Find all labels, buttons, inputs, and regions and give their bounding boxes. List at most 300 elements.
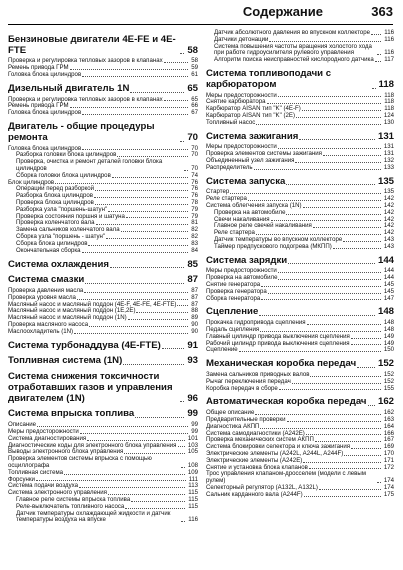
- item-title: Головка блока цилиндров: [8, 109, 82, 117]
- dot-leader: [295, 162, 380, 163]
- dot-leader: [164, 62, 189, 63]
- dot-leader: [351, 344, 381, 345]
- page-ref: 144: [377, 254, 394, 266]
- toc-item[interactable]: [8, 511, 198, 525]
- page-ref: 108: [187, 461, 198, 469]
- dot-leader: [80, 433, 188, 434]
- item-title: Проверка давления масла: [8, 287, 84, 295]
- item-title: Трос управления клапаном-дросселем (модели с левым рулем): [206, 470, 366, 485]
- section-title: Бензиновые двигатели 4E-FE и 4E-FTE: [8, 34, 176, 56]
- dot-leader: [286, 184, 375, 185]
- dot-leader: [177, 305, 188, 306]
- dot-leader: [162, 348, 185, 349]
- dot-leader: [95, 204, 188, 205]
- dot-leader: [368, 405, 375, 406]
- page-ref: 109: [187, 468, 198, 476]
- toc-item[interactable]: [206, 244, 394, 251]
- page-ref: 135: [383, 188, 394, 196]
- dot-leader: [260, 331, 381, 332]
- dot-leader: [96, 224, 189, 225]
- page-ref: 103: [187, 441, 198, 449]
- dot-leader: [306, 434, 381, 435]
- page-ref: 115: [188, 502, 198, 510]
- item-title: Головка блока цилиндров: [8, 71, 82, 79]
- page-ref: 142: [383, 229, 394, 237]
- dot-leader: [136, 312, 188, 313]
- item-title: Меры предосторожности: [206, 267, 277, 275]
- dot-leader: [333, 248, 381, 249]
- page-ref: 118: [384, 105, 394, 113]
- dot-leader: [261, 286, 381, 287]
- page-ref: 99: [191, 421, 198, 429]
- dot-leader: [267, 103, 382, 104]
- toc-section[interactable]: [8, 372, 198, 404]
- item-title: Система облегчения запуска (1N): [206, 201, 302, 209]
- page-ref: 171: [383, 456, 394, 464]
- page-ref: 150: [383, 346, 394, 354]
- page-ref: 99: [187, 408, 198, 420]
- item-title: Реле-выключатель топливного насоса: [16, 502, 125, 510]
- item-title: Замена сальников коленчатого вала: [16, 226, 120, 234]
- dot-leader: [254, 169, 381, 170]
- dot-leader: [261, 299, 381, 300]
- toc-item[interactable]: [8, 110, 198, 117]
- page-ref: 115: [188, 496, 198, 504]
- page-ref: 76: [191, 178, 198, 186]
- dot-leader: [302, 110, 382, 111]
- dot-leader: [260, 428, 380, 429]
- toc-item[interactable]: [8, 159, 198, 173]
- dot-leader: [255, 414, 380, 415]
- toc-section[interactable]: [8, 341, 198, 352]
- item-title: Окончательная сборка: [16, 246, 81, 254]
- dot-leader: [310, 376, 380, 377]
- dot-leader: [375, 61, 382, 62]
- toc-section[interactable]: [8, 35, 198, 56]
- toc-section[interactable]: [206, 397, 394, 408]
- item-title: Блок цилиндров: [8, 178, 55, 186]
- page-ref: 169: [383, 443, 394, 451]
- page-ref: 144: [383, 274, 394, 282]
- page-ref: 67: [191, 109, 198, 117]
- page-ref: 116: [384, 35, 394, 43]
- dot-leader: [256, 124, 381, 125]
- item-title: Общее описание: [206, 409, 255, 417]
- dot-leader: [108, 211, 188, 212]
- item-title: Таймер предпускового подогрева (МКПП): [214, 242, 332, 250]
- section-title: Сцепление: [206, 306, 259, 318]
- dot-leader: [319, 489, 381, 490]
- page-ref: 116: [384, 29, 394, 36]
- dot-leader: [64, 474, 185, 475]
- item-title: Проверка механических систем АКПП: [206, 436, 314, 444]
- page-ref: 99: [191, 427, 198, 435]
- item-title: Сборка блока цилиндров: [16, 239, 88, 247]
- section-title: Система топливоподачи с карбюратором: [206, 68, 332, 90]
- item-title: Система электронного управления: [8, 489, 107, 497]
- page-ref: 148: [377, 306, 394, 318]
- page-ref: 93: [187, 355, 198, 367]
- page-number: 363: [371, 4, 393, 19]
- dot-leader: [271, 220, 381, 221]
- item-title: Топливный насос: [206, 118, 256, 126]
- page-ref: 87: [191, 293, 198, 301]
- dot-leader: [286, 214, 380, 215]
- dot-leader: [112, 177, 188, 178]
- page-ref: 83: [191, 239, 198, 247]
- page-ref: 163: [383, 415, 394, 423]
- page-header: [8, 2, 393, 25]
- page-ref: 87: [191, 287, 198, 295]
- page-ref: 152: [383, 377, 394, 385]
- page-ref: 70: [187, 131, 198, 143]
- item-title: Объединенный узел зажигания: [206, 156, 295, 164]
- dot-leader: [123, 364, 184, 365]
- page-title: Содержание: [242, 4, 323, 19]
- dot-leader: [70, 69, 189, 70]
- dot-leader: [95, 190, 188, 191]
- item-title: Стартер: [206, 188, 230, 196]
- page-ref: 133: [383, 163, 394, 171]
- page-ref: 131: [383, 143, 394, 151]
- item-title: Головка блока цилиндров: [8, 144, 82, 152]
- page-ref: 131: [377, 130, 394, 142]
- section-title: Система турбонаддува (4E-FTE): [8, 339, 161, 351]
- item-title: Ремень привода ГРМ: [8, 102, 69, 110]
- dot-leader: [268, 293, 381, 294]
- toc-right-column: [206, 30, 394, 499]
- item-title: Проверка генератора: [206, 287, 267, 295]
- toc-section[interactable]: [8, 260, 198, 271]
- item-title: Сцепление: [206, 346, 238, 354]
- toc-item[interactable]: [8, 248, 198, 255]
- toc-item[interactable]: [206, 296, 394, 303]
- dot-leader: [377, 482, 381, 483]
- dot-leader: [269, 41, 381, 42]
- dot-leader: [323, 155, 381, 156]
- toc-section[interactable]: [206, 359, 394, 370]
- item-title: Проверка на автомобиле: [214, 208, 286, 216]
- item-title: Проверка уровня масла: [8, 293, 76, 301]
- toc-section[interactable]: [8, 275, 198, 286]
- dot-leader: [110, 267, 184, 268]
- item-title: Проверка элементов системы зажигания: [206, 150, 322, 158]
- item-title: Диагностика АКПП: [206, 422, 260, 430]
- page-ref: 143: [383, 236, 394, 243]
- dot-leader: [87, 440, 185, 441]
- item-title: Электрические элементы (A242E): [206, 456, 303, 464]
- page-ref: 101: [187, 434, 198, 442]
- toc-section[interactable]: [206, 256, 394, 267]
- dot-leader: [125, 508, 185, 509]
- page-ref: 175: [383, 490, 394, 498]
- page-ref: 84: [191, 246, 198, 254]
- item-title: Меры предосторожности: [206, 143, 277, 151]
- dot-leader: [126, 217, 188, 218]
- page-ref: 70: [191, 144, 198, 152]
- section-title: Механическая коробка передач: [206, 358, 357, 370]
- toc-item[interactable]: [206, 44, 394, 58]
- page-ref: 113: [188, 482, 198, 490]
- page-ref: 131: [383, 150, 394, 158]
- page-ref: 82: [191, 226, 198, 234]
- item-title: Сборка узла "поршень - шатун": [16, 233, 106, 241]
- toc-item[interactable]: [206, 471, 394, 485]
- item-title: Масляный насос и масляный поддон (1E,2E): [8, 307, 136, 315]
- page-ref: 88: [191, 307, 198, 315]
- item-title: Снятие и установка блока клапанов: [206, 463, 308, 471]
- toc-item[interactable]: [8, 456, 198, 470]
- page-ref: 167: [383, 436, 394, 444]
- page-ref: 79: [191, 205, 198, 213]
- page-ref: 162: [383, 409, 394, 417]
- toc-item[interactable]: [206, 347, 394, 354]
- section-title: Дизельный двигатель 1N: [8, 82, 130, 94]
- toc-section[interactable]: [206, 307, 394, 318]
- page-ref: 70: [191, 164, 198, 172]
- item-title: Рабочий цилиндр привода выключения сцепления: [206, 339, 350, 347]
- dot-leader: [181, 467, 185, 468]
- page-ref: 65: [187, 82, 198, 94]
- page-ref: 74: [191, 171, 198, 179]
- toc-section[interactable]: [8, 122, 198, 143]
- item-title: Топливная система: [8, 468, 64, 476]
- item-title: Описание: [8, 421, 37, 429]
- dot-leader: [292, 383, 381, 384]
- item-title: Выводы электронного блока управления: [8, 448, 124, 456]
- page-ref: 115: [188, 489, 198, 497]
- dot-leader: [130, 92, 184, 93]
- page-ref: 142: [383, 201, 394, 209]
- page-ref: 170: [383, 450, 394, 457]
- page-ref: 90: [191, 321, 198, 329]
- item-title: Реле стартера: [206, 195, 247, 203]
- section-title: Система впрыска топлива: [8, 408, 135, 420]
- item-title: Главное реле свечей накаливания: [214, 222, 312, 230]
- item-title: Проверка на автомобиле: [206, 274, 278, 282]
- item-title: Проверка блока цилиндров: [16, 199, 94, 207]
- item-title: Разборка узла "поршень-шатун": [16, 205, 108, 213]
- dot-leader: [296, 117, 381, 118]
- item-title: Замена сальников приводных валов: [206, 370, 310, 378]
- item-title: Проверка и регулировка тепловых зазоров в клапанах: [8, 95, 163, 103]
- item-title: Масляный насос и масляный поддон (4E-F, 4E-FE, 4E-FTE): [8, 300, 177, 308]
- page-ref: 145: [383, 287, 394, 295]
- page-ref: 130: [383, 118, 394, 126]
- item-title: Рычаг переключения передач: [206, 377, 291, 385]
- dot-leader: [178, 446, 185, 447]
- toc-item[interactable]: [206, 120, 394, 127]
- dot-leader: [278, 272, 381, 273]
- dot-leader: [85, 283, 184, 284]
- page-ref: 76: [191, 185, 198, 193]
- dot-leader: [131, 501, 185, 502]
- dot-leader: [88, 245, 188, 246]
- toc-item[interactable]: [206, 492, 394, 499]
- toc-section[interactable]: [206, 177, 394, 188]
- dot-leader: [357, 367, 375, 368]
- item-title: Алгоритм поиска неисправностей кислородного датчика: [214, 56, 374, 64]
- page-ref: 65: [191, 95, 198, 103]
- item-title: Проверка масляного насоса: [8, 321, 89, 329]
- page-ref: 144: [383, 267, 394, 275]
- toc-section[interactable]: [206, 132, 394, 143]
- dot-leader: [180, 53, 184, 54]
- page-ref: 58: [187, 44, 198, 56]
- item-title: Карбюратор AISAN тип "K" (2E): [206, 111, 295, 119]
- item-title: Система самодиагностики (A242E): [206, 429, 305, 437]
- page-ref: 116: [188, 516, 198, 524]
- page-ref: 61: [191, 71, 198, 79]
- dot-leader: [180, 401, 184, 402]
- item-title: Датчик абсолютного давления во впускном коллекторе: [214, 29, 370, 36]
- dot-leader: [372, 88, 376, 89]
- page-ref: 82: [191, 233, 198, 241]
- dot-leader: [82, 252, 189, 253]
- item-title: Снятие генератора: [206, 280, 261, 288]
- page-ref: 66: [191, 102, 198, 110]
- dot-leader: [79, 487, 185, 488]
- dot-leader: [164, 100, 189, 101]
- item-title: Реле стартера: [214, 229, 255, 237]
- dot-leader: [82, 76, 188, 77]
- page-ref: 78: [191, 199, 198, 207]
- item-title: Педаль сцепления: [206, 325, 260, 333]
- item-title: Сборка генератора: [206, 294, 261, 302]
- item-title: Предварительные проверки: [206, 415, 286, 423]
- toc-section[interactable]: [206, 69, 394, 90]
- item-title: Операции перед разборкой: [16, 185, 95, 193]
- dot-leader: [239, 351, 381, 352]
- section-title: Двигатель - общие процедуры ремонта: [8, 121, 155, 143]
- item-title: Проверка и регулировка тепловых зазоров в клапанах: [8, 57, 163, 65]
- page-ref: 116: [384, 49, 394, 57]
- page-ref: 174: [383, 484, 394, 492]
- page-ref: 166: [383, 429, 394, 437]
- item-title: Разборка головки блока цилиндров: [16, 151, 117, 159]
- section-title: Автоматическая коробка передач: [206, 396, 367, 408]
- toc-item[interactable]: [206, 57, 394, 64]
- item-title: Проверка коленчатого вала: [16, 219, 95, 227]
- item-title: Система диагностирования: [8, 434, 87, 442]
- page-ref: 79: [191, 212, 198, 220]
- toc-section[interactable]: [8, 409, 198, 420]
- dot-leader: [351, 338, 381, 339]
- dot-leader: [36, 480, 186, 481]
- toc-item[interactable]: [8, 72, 198, 79]
- page-ref: 152: [383, 370, 394, 378]
- page-ref: 162: [377, 396, 394, 408]
- item-title: Сальник карданного вала (A244F): [206, 490, 303, 498]
- toc-item[interactable]: [8, 329, 198, 336]
- dot-leader: [117, 156, 188, 157]
- page-ref: 59: [191, 64, 198, 72]
- page-ref: 149: [383, 339, 394, 347]
- item-title: Распределитель: [206, 163, 253, 171]
- item-title: Система блокировки селектора и ключа зажигания: [206, 443, 351, 451]
- item-title: Карбюратор AISAN тип "K" (4E-F): [206, 105, 301, 113]
- item-title: Главное реле системы впрыска топлива: [16, 496, 131, 504]
- page-ref: 118: [378, 78, 394, 90]
- dot-leader: [248, 200, 381, 201]
- dot-leader: [299, 139, 375, 140]
- page-ref: 96: [187, 392, 198, 404]
- page-ref: 149: [383, 332, 394, 340]
- item-title: Система подачи воздуха: [8, 482, 78, 490]
- item-title: Проверка, очистка и ремонт деталей головки блока цилиндров: [16, 158, 163, 172]
- page-ref: 87: [191, 300, 198, 308]
- section-title: Система запуска: [206, 175, 286, 187]
- page-ref: 76: [191, 192, 198, 200]
- page-ref: 148: [383, 325, 394, 333]
- dot-leader: [124, 453, 184, 454]
- page-ref: 148: [383, 319, 394, 327]
- item-title: Форсунки: [8, 475, 35, 483]
- dot-leader: [37, 426, 188, 427]
- dot-leader: [309, 468, 381, 469]
- dot-leader: [278, 279, 380, 280]
- page-ref: 142: [383, 215, 394, 223]
- dot-leader: [135, 417, 184, 418]
- dot-leader: [304, 496, 381, 497]
- toc-item[interactable]: [206, 386, 394, 393]
- page-ref: 142: [383, 208, 394, 216]
- dot-leader: [351, 448, 381, 449]
- item-title: Снятие карбюратора: [206, 98, 266, 106]
- item-title: Меры предосторожности: [206, 91, 277, 99]
- page-ref: 90: [191, 327, 198, 335]
- dot-leader: [94, 197, 188, 198]
- item-title: Электрические элементы (A242L, A244L, A244F): [206, 450, 344, 457]
- page-ref: 58: [191, 57, 198, 65]
- section-title: Топливная система (1N): [8, 355, 123, 367]
- page-ref: 118: [384, 91, 394, 99]
- section-title: Система зарядки: [206, 254, 288, 266]
- page-ref: 155: [383, 384, 394, 392]
- dot-leader: [303, 462, 381, 463]
- page-ref: 164: [383, 422, 394, 430]
- page-ref: 145: [383, 280, 394, 288]
- item-title: Коробка передач в сборе: [206, 384, 278, 392]
- page-ref: 87: [187, 274, 198, 286]
- page-ref: 118: [384, 98, 394, 106]
- item-title: Проверка элементов системы впрыска с помощью осциллографа: [8, 455, 152, 469]
- item-title: Система повышения частоты вращения холостого хода при работе гидроусилителя рулевого управления: [214, 42, 372, 57]
- section-title: Система смазки: [8, 274, 85, 286]
- toc-section[interactable]: [8, 84, 198, 95]
- toc-item[interactable]: [206, 165, 394, 172]
- dot-leader: [70, 107, 189, 108]
- item-title: Датчики детонации: [214, 35, 269, 43]
- dot-leader: [313, 227, 381, 228]
- item-title: Главный цилиндр привода выключения сцепления: [206, 332, 350, 340]
- page-ref: 91: [187, 339, 198, 351]
- toc-section[interactable]: [8, 356, 198, 367]
- dot-leader: [184, 170, 188, 171]
- page-ref: 124: [383, 111, 394, 119]
- dot-leader: [278, 148, 381, 149]
- item-title: Ремень привода ГРМ: [8, 64, 69, 72]
- item-title: Диагностические коды для электронного блока управления: [8, 441, 177, 449]
- dot-leader: [256, 234, 381, 235]
- page-ref: 172: [383, 463, 394, 471]
- dot-leader: [278, 96, 381, 97]
- item-title: Проверка состояния поршня и шатуна: [16, 212, 125, 220]
- page-ref: 85: [187, 258, 198, 270]
- page-ref: 111: [188, 475, 198, 483]
- toc-item[interactable]: [8, 470, 198, 477]
- dot-leader: [303, 207, 381, 208]
